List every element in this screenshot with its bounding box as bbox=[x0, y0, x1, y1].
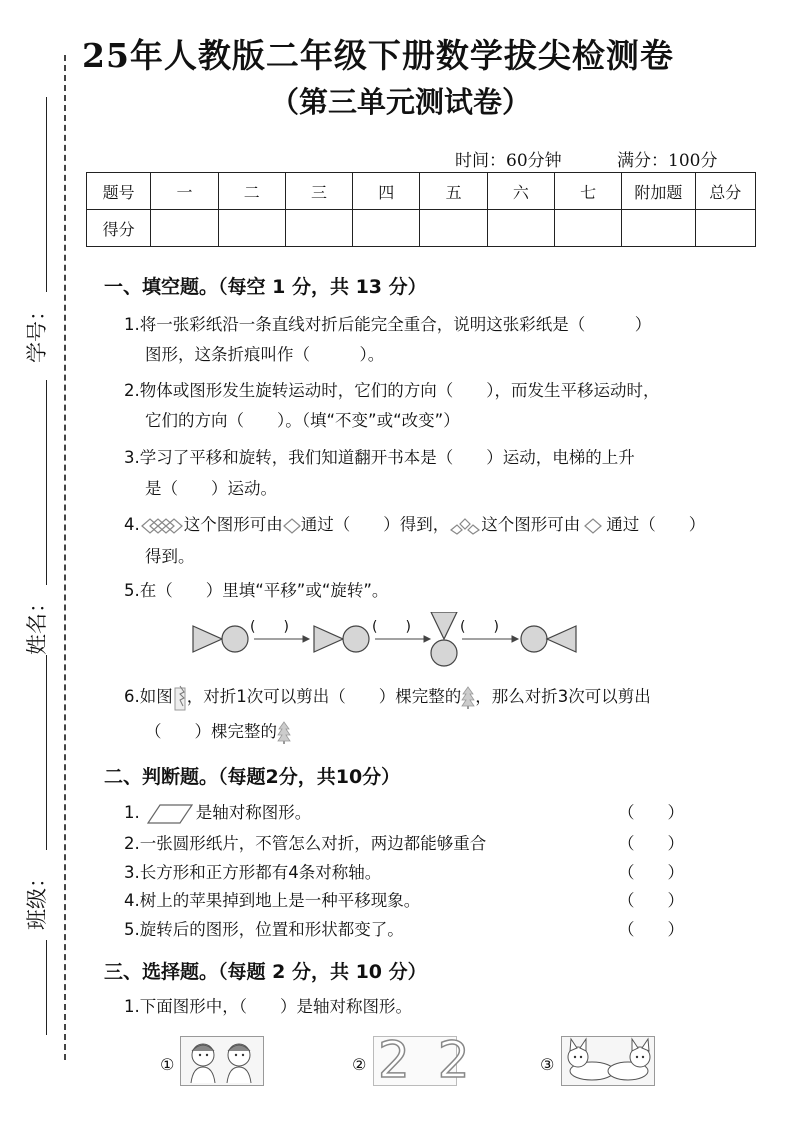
score-table-header-row bbox=[87, 173, 756, 210]
question-6-text-b: ，对折1次可以剪出（ ）棵完整的 bbox=[186, 687, 462, 706]
table-cell: 四 bbox=[353, 173, 420, 210]
score-table bbox=[86, 172, 756, 247]
full-score: 满分：100分 bbox=[617, 151, 718, 171]
parallelogram-icon bbox=[146, 803, 194, 825]
judgment-item-number: 1. bbox=[124, 803, 140, 822]
arrow-head bbox=[424, 636, 430, 642]
arrow-head bbox=[512, 636, 518, 642]
diamond-icon bbox=[283, 518, 301, 534]
judgment-item-3: 3.长方形和正方形都有4条对称轴。 bbox=[124, 863, 382, 882]
table-cell: 五 bbox=[420, 173, 487, 210]
table-cell: 附加题 bbox=[622, 173, 695, 210]
question-4-number: 4. bbox=[124, 515, 140, 534]
answer-blank[interactable]: ( ) bbox=[250, 619, 289, 635]
child-body bbox=[191, 1067, 215, 1083]
time-limit: 时间：60分钟 bbox=[455, 151, 562, 171]
judgment-answer-paren[interactable]: （ ） bbox=[618, 920, 684, 939]
judgment-answer-paren[interactable]: （ ） bbox=[618, 891, 684, 910]
score-table-score-row bbox=[87, 210, 756, 247]
question-6-text-a: 6.如图 bbox=[124, 687, 173, 706]
question-3-line1: 3.学习了平移和旋转，我们知道翻开书本是（ ）运动，电梯的上升 bbox=[124, 448, 635, 467]
table-cell: 二 bbox=[218, 173, 285, 210]
question-5: 5.在（ ）里填“平移”或“旋转”。 bbox=[124, 581, 389, 600]
children-image bbox=[181, 1037, 263, 1085]
option-2-picture[interactable] bbox=[373, 1031, 476, 1089]
question-1-line2: 图形，这条折痕叫作（ ）。 bbox=[145, 345, 385, 364]
judgment-item-1-text: 是轴对称图形。 bbox=[195, 803, 312, 822]
judgment-item-2: 2.一张圆形纸片，不管怎么对折，两边都能够重合 bbox=[124, 834, 487, 853]
question-4-text-a: 这个图形可由 bbox=[183, 515, 283, 534]
name-rule-lower bbox=[46, 655, 47, 850]
table-cell: 七 bbox=[555, 173, 622, 210]
judgment-item-4: 4.树上的苹果掉到地上是一种平移现象。 bbox=[124, 891, 421, 910]
score-input-cell[interactable] bbox=[622, 210, 695, 247]
table-cell: 六 bbox=[487, 173, 554, 210]
judgment-item-5: 5.旋转后的图形，位置和形状都变了。 bbox=[124, 920, 404, 939]
question-4-text-d: 通过（ ） bbox=[606, 515, 706, 534]
child-body bbox=[227, 1067, 251, 1083]
option-3-picture[interactable] bbox=[561, 1036, 655, 1086]
score-input-cell[interactable] bbox=[353, 210, 420, 247]
triangle-shape bbox=[547, 626, 576, 652]
name-label: 姓名： bbox=[25, 592, 49, 655]
question-6-text-c: ，那么对折3次可以剪出 bbox=[475, 687, 651, 706]
judgment-item-1 bbox=[124, 799, 311, 825]
question-4-text-c: 这个图形可由 bbox=[481, 515, 581, 534]
triangle-shape bbox=[431, 612, 457, 639]
circle-shape bbox=[343, 626, 369, 652]
rotated-diamonds-icon bbox=[449, 517, 481, 535]
child-hair bbox=[192, 1045, 214, 1051]
answer-blank[interactable]: ( ) bbox=[460, 619, 499, 635]
class-rule bbox=[46, 940, 47, 1035]
diamond-icon bbox=[584, 518, 602, 534]
binding-dashed-line bbox=[64, 55, 66, 1060]
option-2-digits: 2 2 bbox=[378, 1031, 476, 1089]
name-rule bbox=[46, 490, 47, 585]
table-cell: 一 bbox=[151, 173, 218, 210]
score-input-cell[interactable] bbox=[487, 210, 554, 247]
question-2-line1: 2.物体或图形发生旋转运动时，它们的方向（ ），而发生平移运动时， bbox=[124, 381, 660, 400]
score-input-cell[interactable] bbox=[695, 210, 756, 247]
triangle-shape bbox=[193, 626, 222, 652]
tree-icon bbox=[461, 686, 475, 710]
score-input-cell[interactable] bbox=[420, 210, 487, 247]
section2-heading: 二、判断题。（每题2分，共10分） bbox=[104, 766, 401, 788]
section3-heading: 三、选择题。（每题 2 分，共 10 分） bbox=[104, 961, 427, 983]
circle-shape bbox=[222, 626, 248, 652]
table-cell: 三 bbox=[285, 173, 352, 210]
question-4-text-b: 通过（ ）得到， bbox=[300, 515, 450, 534]
score-input-cell[interactable] bbox=[285, 210, 352, 247]
triangle-shape bbox=[314, 626, 343, 652]
score-input-cell[interactable] bbox=[555, 210, 622, 247]
table-cell: 题号 bbox=[87, 173, 151, 210]
judgment-answer-paren[interactable]: （ ） bbox=[618, 863, 684, 882]
diamond-chain-icon bbox=[140, 518, 184, 534]
circle-shape bbox=[431, 640, 457, 666]
dogs-image bbox=[562, 1037, 654, 1085]
child-hair bbox=[228, 1045, 250, 1051]
question-3-line2: 是（ ）运动。 bbox=[145, 479, 277, 498]
question-2-line2: 它们的方向（ ）。（填“不变”或“改变”） bbox=[145, 411, 460, 430]
question-5-figure-sequence bbox=[190, 612, 590, 670]
option-2-marker[interactable]: ② bbox=[352, 1055, 367, 1074]
question-6-line1 bbox=[124, 683, 651, 712]
judgment-answer-paren[interactable]: （ ） bbox=[618, 803, 684, 822]
question-4-line2: 得到。 bbox=[145, 547, 195, 566]
question-1-line1: 1.将一张彩纸沿一条直线对折后能完全重合，说明这张彩纸是（ ） bbox=[124, 315, 652, 334]
judgment-answer-paren[interactable]: （ ） bbox=[618, 834, 684, 853]
tree-icon bbox=[277, 721, 291, 745]
table-cell: 得分 bbox=[87, 210, 151, 247]
answer-blank[interactable]: ( ) bbox=[372, 619, 411, 635]
question-6-text-d: （ ）棵完整的 bbox=[145, 722, 277, 741]
score-input-cell[interactable] bbox=[151, 210, 218, 247]
class-label: 班级： bbox=[25, 867, 49, 930]
option-3-marker[interactable]: ③ bbox=[540, 1055, 555, 1074]
option-1-picture[interactable] bbox=[180, 1036, 264, 1086]
question-6-line2 bbox=[145, 718, 291, 745]
student-number-rule bbox=[46, 97, 47, 292]
option-1-marker[interactable]: ① bbox=[160, 1055, 175, 1074]
folded-paper-icon bbox=[173, 684, 187, 712]
arrow-head bbox=[303, 636, 309, 642]
page-title: 25年人教版二年级下册数学拔尖检测卷 bbox=[82, 36, 674, 75]
page-subtitle: （第三单元测试卷） bbox=[270, 85, 532, 119]
score-input-cell[interactable] bbox=[218, 210, 285, 247]
circle-shape bbox=[521, 626, 547, 652]
table-cell: 总分 bbox=[695, 173, 756, 210]
section1-heading: 一、填空题。（每空 1 分，共 13 分） bbox=[104, 276, 427, 298]
student-number-label: 学号： bbox=[25, 300, 49, 363]
choice-question-1: 1.下面图形中，（ ）是轴对称图形。 bbox=[124, 997, 412, 1016]
student-number-rule-lower bbox=[46, 380, 47, 490]
question-4-line1 bbox=[124, 511, 705, 535]
